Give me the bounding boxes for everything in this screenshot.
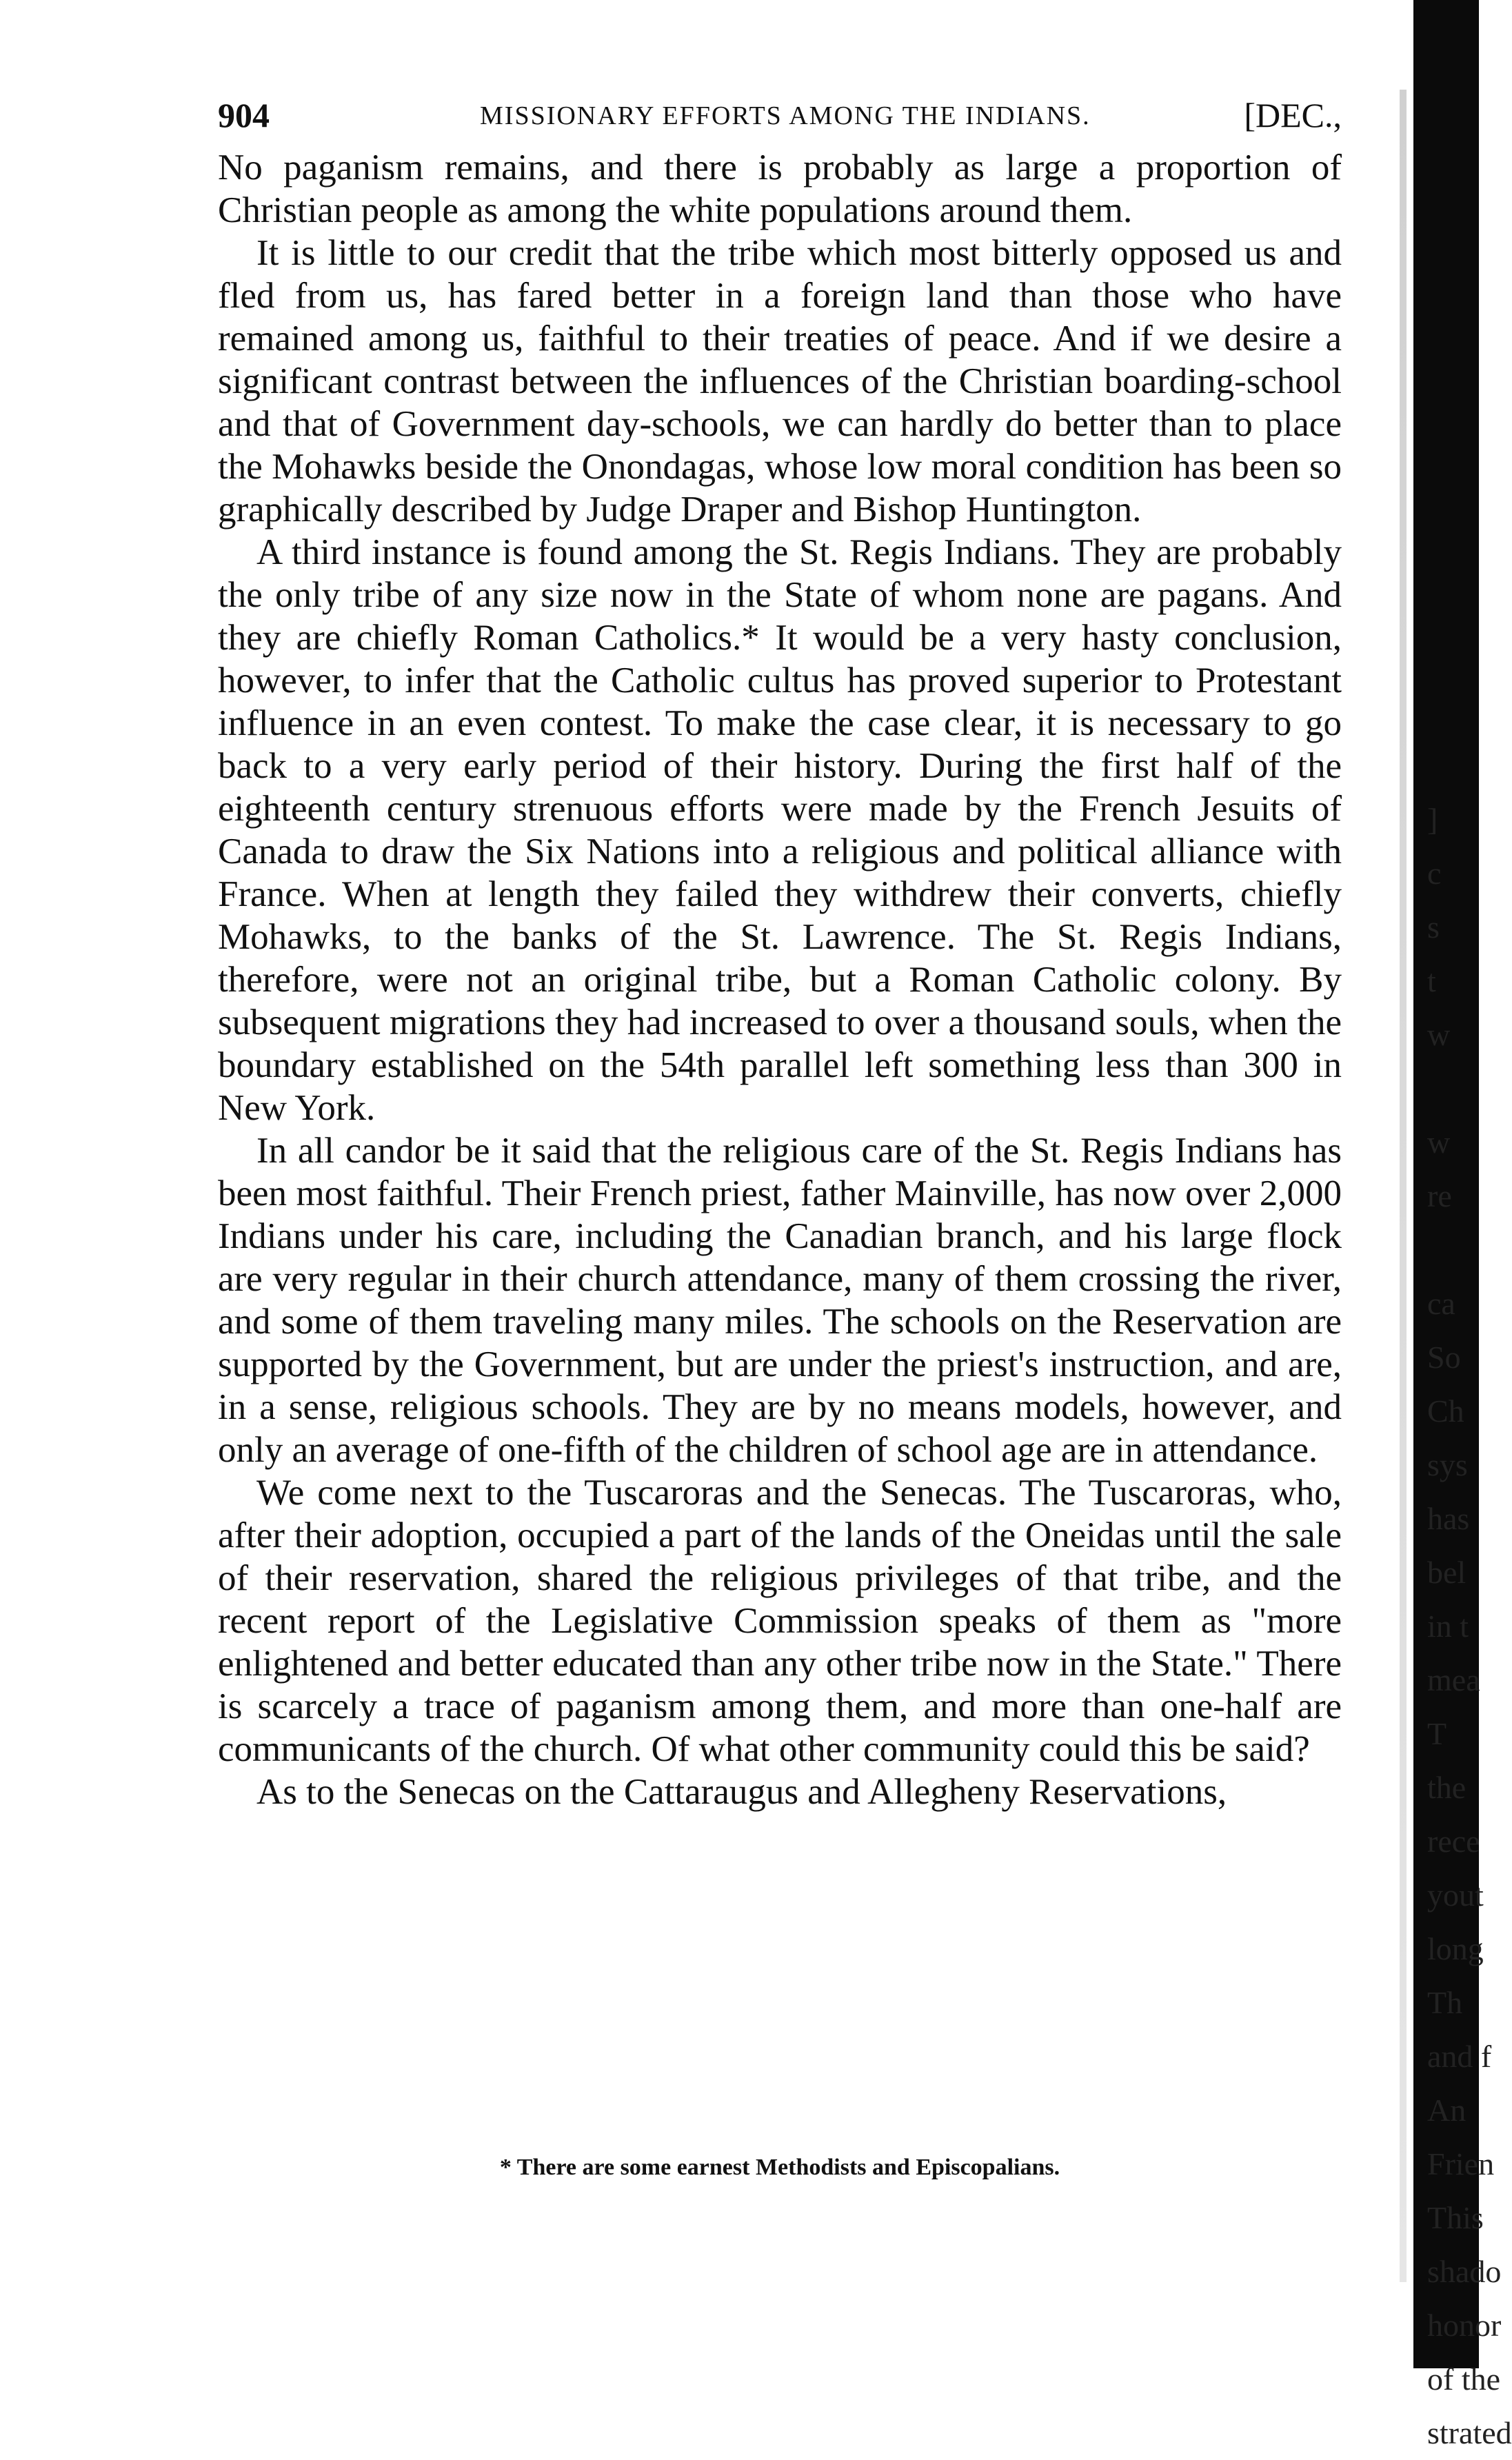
fragment: ] xyxy=(1427,802,1438,837)
running-head-date: [DEC., xyxy=(1244,96,1342,134)
page-edge xyxy=(1400,90,1407,2282)
fragment: ca xyxy=(1427,1286,1455,1321)
facing-page-fragments xyxy=(1427,793,1512,2460)
fragment: w xyxy=(1427,1125,1451,1160)
fragment: the xyxy=(1427,1770,1466,1805)
running-header xyxy=(218,95,1342,143)
paragraph: In all candor be it said that the religious care of the St. Regis Indians has been most faithful. Their French priest, father Mainville, has now over 2,000 Indians under his care, including the Canadian branch, and his large flock are very regular in their church attendance, many of them crossing the river, and some of them traveling many miles. The schools on the Reservation are supported by the Government, but are under the priest's instruction, and are, in a sense, religious schools. They are by no means models, however, and only an average of one-fifth of the children of school age are in attendance. xyxy=(218,1131,1342,1470)
fragment: mea xyxy=(1427,1662,1480,1697)
fragment: of the xyxy=(1427,2361,1501,2397)
fragment: has xyxy=(1427,1501,1470,1536)
fragment: An xyxy=(1427,2093,1466,2128)
fragment: T xyxy=(1427,1716,1447,1751)
fragment: Th xyxy=(1427,1985,1463,2020)
footnote: * There are some earnest Methodists and Episcopalians. xyxy=(499,2155,1060,2180)
fragment: s xyxy=(1427,909,1440,945)
body-text xyxy=(218,146,1342,1813)
fragment: w xyxy=(1427,1017,1451,1052)
paragraph: It is little to our credit that the tribe which most bitterly opposed us and fled from us, has fared better in a foreign land than those who have remained among us, faithful to their treaties of peace. And if we desire a significant contrast between the influences of the Christian boarding-school and that of Government day-schools, we can hardly do better than to place the Mohawks beside the Onondagas, whose low moral condition has been so graphically described by Judge Draper and Bishop Huntington. xyxy=(218,233,1342,530)
fragment: Frien xyxy=(1427,2146,1495,2181)
page-number: 904 xyxy=(218,96,270,134)
fragment: rece xyxy=(1427,1824,1480,1859)
fragment: shado xyxy=(1427,2254,1502,2289)
fragment: and f xyxy=(1427,2039,1492,2074)
fragment xyxy=(1427,1223,1500,1277)
paragraph: As to the Senecas on the Cattaraugus and Allegheny Reservations, xyxy=(256,1772,1227,1812)
fragment: sys xyxy=(1427,1447,1468,1482)
fragment: honor xyxy=(1427,2308,1502,2343)
fragment: This xyxy=(1427,2200,1484,2235)
fragment: in t xyxy=(1427,1609,1469,1644)
fragment: strated xyxy=(1427,2415,1512,2450)
fragment: c xyxy=(1427,856,1442,891)
fragment: re xyxy=(1427,1178,1452,1213)
fragment xyxy=(1427,1062,1500,1116)
running-head-title: MISSIONARY EFFORTS AMONG THE INDIANS. xyxy=(480,101,1091,130)
paragraph: We come next to the Tuscaroras and the Senecas. The Tuscaroras, who, after their adoption, occupied a part of the lands of the Oneidas until the sale of their reservation, shared the religious privileges of that tribe, and the recent report of the Legislative Commission speaks of them as "more enlightened and better educated than any other tribe now in the State." There is scarcely a trace of paganism among them, and more than one-half are communicants of the church. Of what other community could this be said? xyxy=(218,1473,1342,1769)
fragment: t xyxy=(1427,963,1436,998)
fragment: long xyxy=(1427,1931,1484,1966)
fragment: bel xyxy=(1427,1555,1466,1590)
fragment: So xyxy=(1427,1340,1461,1375)
fragment: yout xyxy=(1427,1877,1484,1913)
paragraph: No paganism remains, and there is probably as large a proportion of Christian people as among the white populations around them. xyxy=(218,148,1342,230)
paragraph: A third instance is found among the St. Regis Indians. They are probably the only tribe of any size now in the State of whom none are pagans. And they are chiefly Roman Catholics.* It would be a very hasty conclusion, however, to infer that the Catholic cultus has proved superior to Protestant influence in an even contest. To make the case clear, it is necessary to go back to a very early period of their history. During the first half of the eighteenth century strenuous efforts were made by the French Jesuits of Canada to draw the Six Nations into a religious and political alliance with France. When at length they failed they withdrew their converts, chiefly Mohawks, to the banks of the St. Lawrence. The St. Regis Indians, therefore, were not an original tribe, but a Roman Catholic colony. By subsequent migrations they had increased to over a thousand souls, when the boundary established on the 54th parallel left something less than 300 in New York. xyxy=(218,532,1342,1128)
fragment: Ch xyxy=(1427,1393,1464,1429)
